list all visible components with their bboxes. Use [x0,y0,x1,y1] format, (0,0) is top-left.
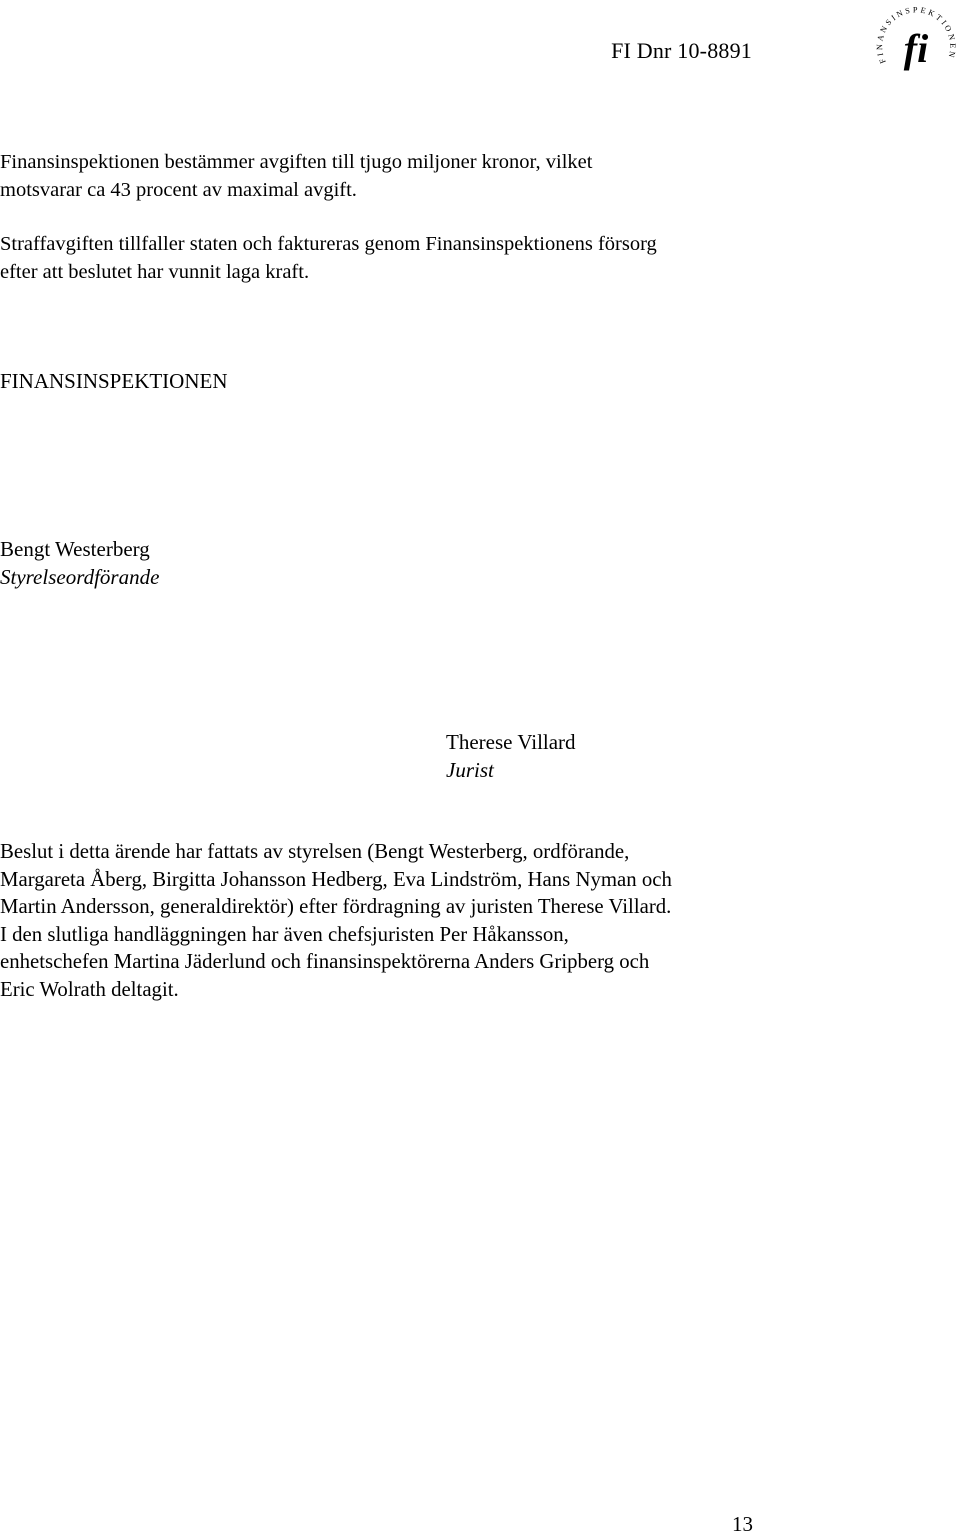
logo-ring-text: FINANSINSPEKTIONEN [875,5,958,65]
signature-block-lawyer [446,728,576,784]
signatory-name: Therese Villard [446,730,576,754]
signatory-title: Jurist [446,758,494,782]
finansinspektionen-logo [874,0,960,86]
text-line: Straffavgiften tillfaller staten och faktureras genom Finansinspektionens försorg [0,233,657,255]
text-line: Eric Wolrath deltagit. [0,977,179,1001]
signatory-name: Bengt Westerberg [0,537,150,561]
logo-initials: fi [903,26,929,71]
text-line: Finansinspektionen bestämmer avgiften till tjugo miljoner kronor, vilket [0,151,593,173]
text-line: Margareta Åberg, Birgitta Johansson Hedberg, Eva Lindström, Hans Nyman och [0,867,672,891]
text-line: Beslut i detta ärende har fattats av styrelsen (Bengt Westerberg, ordförande, [0,840,630,863]
text-line: enhetschefen Martina Jäderlund och finansinspektörerna Anders Gripberg och [0,950,650,974]
text-line: efter att beslutet har vunnit laga kraft. [0,261,310,283]
signatory-title: Styrelseordförande [0,565,160,589]
document-number: FI Dnr 10-8891 [611,38,752,63]
text-line: Martin Andersson, generaldirektör) efter fördragning av juristen Therese Villard. [0,895,672,919]
page-number: 13 [732,1512,753,1536]
signature-block-chair [0,535,159,591]
decision-note [0,838,960,1004]
paragraph-payment [0,230,657,286]
paragraph-fee [0,148,592,204]
text-line: motsvarar ca 43 procent av maximal avgift. [0,179,357,201]
text-line: I den slutliga handläggningen har även chefsjuristen Per Håkansson, [0,922,569,946]
organisation-name: FINANSINSPEKTIONEN [0,369,228,393]
